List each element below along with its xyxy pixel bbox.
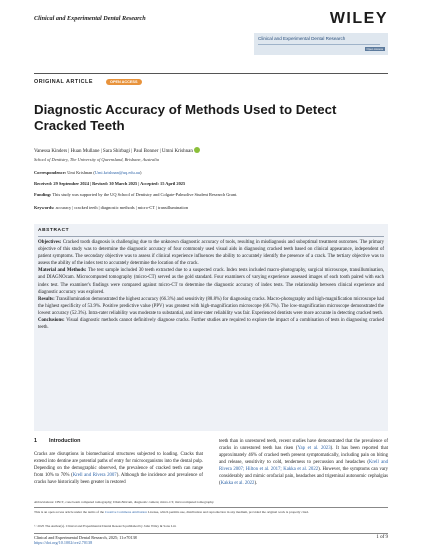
brand-divider: [258, 44, 380, 45]
orcid-icon[interactable]: [194, 147, 200, 153]
conclusions-label: Conclusions:: [38, 318, 65, 324]
funding-label: Funding:: [34, 192, 52, 197]
journal-brand-banner[interactable]: [254, 33, 388, 55]
license-text: This is an open access article under the terms of the: [34, 510, 105, 514]
abstract-results: [38, 296, 384, 317]
page-footer-divider: [34, 533, 388, 534]
results-text: Transillumination demonstrated the highest accuracy (66.3%) and sensitivity (88.8%) for diagnosing cracks. Macro-photography and high-magnification microscope had the highest specificity of 53.9%. Positive predictive value (PPV) was greatest with high-magnification microscope (66.7%). The low-magnification microscope demonstrated the lowest accuracy (52.3%). Intra-rater reliability was moderate to substantial, and inter-rater reliability was fair. Experienced dentists were more accurate in detecting cracked teeth.: [38, 296, 384, 316]
objectives-text: Cracked tooth diagnosis is challenging due to the unknown diagnostic accuracy of tools, resulting in misdiagnosis and suboptimal treatment outcomes. The primary objective of this study was to determine the diagnostic accuracy of four commonly used visual aids in diagnosing cracked teeth based on clinical appearance, independent of patient symptoms. The secondary objective was to assess if clinical experience influences the ability to accurately identify the presence of a crack. The tertiary objective was to assess the ability of the index test to accurately determine the location of the crack.: [38, 240, 384, 267]
intro-text: ).: [254, 481, 258, 486]
conclusions-text: Visual diagnostic methods cannot definitively diagnose cracks. Further studies are required to explore the impact of a combination of tests in diagnosing cracked teeth.: [38, 318, 384, 331]
methods-label: Material and Methods:: [38, 268, 87, 274]
abstract-objectives: [38, 239, 384, 267]
results-label: Results:: [38, 296, 55, 302]
correspondence-email[interactable]: Umi.krishnan@uq.edu.au: [94, 170, 140, 175]
affiliation: School of Dentistry, The University of Queensland, Brisbane, Australia: [34, 157, 159, 162]
abstract-methods: [38, 267, 384, 295]
intro-text: ). However, the symptoms can vary considerably and mimic orofacial pain, headaches and trigeminal autonomic cephalgias (: [219, 467, 388, 486]
open-access-badge[interactable]: OPEN ACCESS: [106, 79, 142, 85]
doi-link[interactable]: https://doi.org/10.1002/cre2.70138: [34, 540, 93, 546]
license-note: [34, 510, 388, 515]
license-text: License, which permits use, distribution and reproduction in any medium, provided the original work is properly cited.: [146, 510, 309, 514]
article-title: Diagnostic Accuracy of Methods Used to Detect Cracked Teeth: [34, 102, 337, 133]
methods-text: The test sample included 30 teeth extracted due to a suspected crack. Index tests included macro-photography, surgical microscope, transillumination, and DIAGNOcam. Microcomputed tomography (micro-CT) served as the gold standard. Four examiners of varying experience assessed images of each tooth paired with each index test. The examiner's findings were compared against micro-CT to determine the diagnostic accuracy of index tests. The relationship between clinical experience and diagnostic accuracy was explored.: [38, 268, 384, 295]
intro-text: ). Although the incidence and prevalence of cracks have historically been greater in restored: [34, 473, 203, 485]
citation-link[interactable]: Krell and Rivera 2007: [72, 473, 117, 478]
abstract-divider: [38, 236, 384, 237]
article-dates: Received: 29 September 2024 | Revised: 30 March 2025 | Accepted: 15 April 2025: [34, 181, 186, 186]
citation-link[interactable]: Krell and Rivera 2007; Hilton et al. 2017; Kakka et al. 2022: [219, 460, 388, 472]
publisher-logo[interactable]: WILEY: [329, 10, 388, 27]
abstract-conclusions: [38, 317, 384, 331]
intro-text: ). It has been reported that approximately 46% of cracked teeth present symptomatically, including pain on biting and release, sensitivity to cold, tenderness to percussion and headaches (: [219, 446, 388, 465]
brand-title: Clinical and Experimental Dental Research: [258, 36, 346, 41]
objectives-label: Objectives:: [38, 240, 62, 245]
page-number: 1 of 9: [376, 535, 388, 540]
abbreviations-note: Abbreviations: CBCT, cone beam computed tomography; DIAGNOcam, diagnostic camera; micro-CT, microcomputed tomography.: [34, 500, 215, 504]
section-number: 1: [34, 438, 37, 444]
intro-right-column: [219, 438, 388, 487]
correspondence-close: ): [139, 170, 142, 175]
footnote-divider: [34, 507, 388, 508]
intro-left-column: [34, 438, 203, 486]
section-title: Introduction: [49, 438, 81, 444]
intro-heading: [34, 438, 203, 445]
funding: [34, 192, 237, 197]
correspondence: [34, 170, 141, 175]
page-footer-citation: [34, 535, 137, 546]
header-divider: [34, 73, 388, 74]
abstract-body: [38, 239, 384, 331]
article-type-label: ORIGINAL ARTICLE: [34, 79, 93, 85]
citation-link[interactable]: Kakka et al. 2022: [220, 481, 255, 486]
intro-text: Cracks are disruptions in biomechanical structures subjected to loading. Cracks that extend into dentine are potential paths of entry for microorganisms into the dental pulp. Depending on the demographic observed, the prevalence of cracked teeth can range from 10% to 70% (: [34, 452, 203, 478]
correspondence-text: Umi Krishnan (: [66, 170, 95, 175]
keywords-text: accuracy | cracked teeth | diagnostic methods | micro-CT | transillumination: [54, 205, 189, 210]
brand-tag: Open Access: [366, 47, 383, 51]
citation-link[interactable]: Yap et al. 2023: [297, 446, 331, 451]
intro-paragraph-left: [34, 451, 203, 486]
correspondence-label: Correspondence:: [34, 170, 67, 175]
abstract-heading: ABSTRACT: [38, 228, 70, 233]
journal-name: Clinical and Experimental Dental Research: [34, 15, 146, 22]
intro-paragraph-right: [219, 438, 388, 487]
keywords: [34, 205, 188, 210]
abstract-panel: [34, 224, 388, 431]
footer-journal: Clinical and Experimental Dental Research, 2025; 11:e70138: [34, 535, 137, 540]
author-list[interactable]: [34, 147, 388, 154]
funding-text: This study was supported by the UQ School of Dentistry and Colgate-Palmolive Student Research Grant.: [51, 192, 238, 197]
copyright-note: © 2025 The Author(s). Clinical and Experimental Dental Research published by John Wiley & Sons Ltd.: [34, 524, 177, 528]
license-link[interactable]: Creative Commons Attribution: [104, 510, 147, 514]
keywords-label: Keywords:: [34, 205, 55, 210]
intro-text: teeth than in unrestored teeth, recent studies have demonstrated that the prevalence of cracks in unrestored teeth has risen (: [219, 439, 388, 451]
author-names[interactable]: Vanessa Kinders | Huan Mullane | Sara Shirbagi | Paul Bonner | Umni Krishnan: [34, 149, 193, 154]
